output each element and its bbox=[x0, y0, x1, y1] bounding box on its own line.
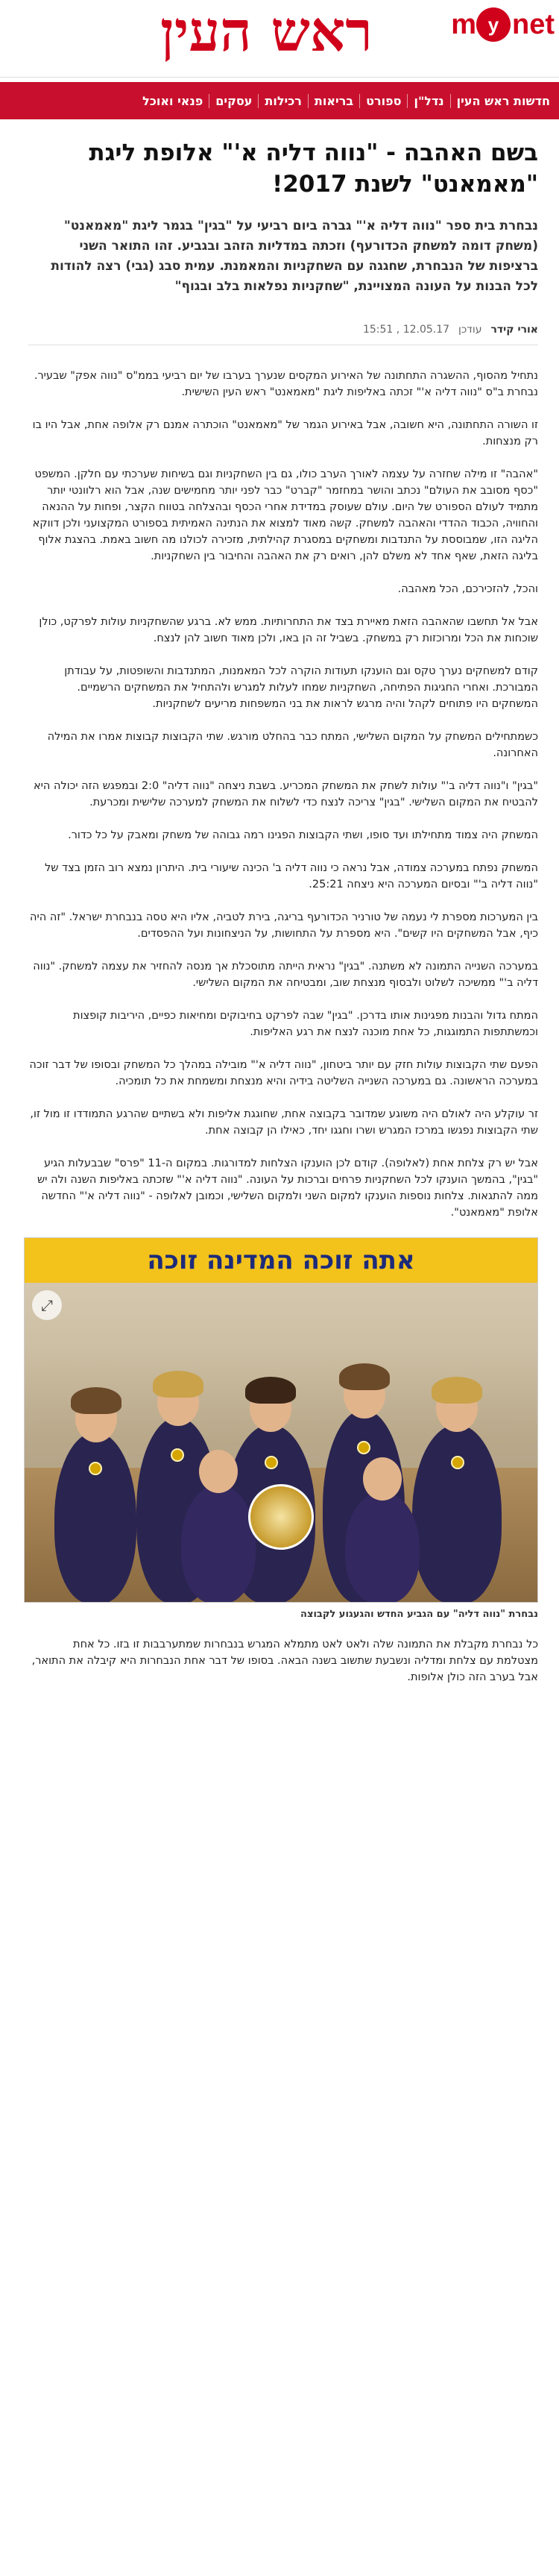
masthead bbox=[0, 0, 559, 78]
paragraph: כשמתחילים המשחק על המקום השלישי, המתח כבר בהחלט מורגש. שתי הקבוצות קבוצות אמרו את המילה האחרונה. bbox=[47, 731, 538, 759]
paragraph: "בגין" ו"נווה דליה ב'" עולות לשחק את המשחק המכריע. בשבת ניצחה "נווה דליה" 2:0 ובמפגש הזה יכולה היא להבטיח את המקום השלישי. "בגין" צריכה לנצח כדי לשלוח את המשחק למערכה שלישית ומכרעת. bbox=[33, 780, 538, 808]
article-body bbox=[28, 368, 538, 1221]
logo-badge: y bbox=[476, 7, 511, 42]
nav-item-leisure[interactable]: פנאי ואוכל bbox=[142, 93, 203, 108]
closing-paragraph: כל נבחרת מקבלת את התמונה שלה ולאט לאט מתמלא המגרש בנבחרות שמתערבבות זו בזו. כל אחת מצטלמת עם צלחת ומדליה ונשבעת שתשוב בשנה הבאה. בסופו של דבר אחת הנבחרות היא קיבלה את התואר, אבל בערב הזה כולן אלופות. bbox=[31, 1639, 538, 1683]
trophy-plate bbox=[248, 1484, 314, 1550]
ynet-logo[interactable] bbox=[449, 7, 555, 42]
paragraph: קודם למשחקים נערך טקס וגם הוענקו תעודות הוקרה לכל המאמנות, המתנדבות והשופטות, על עבודתן המבורכת. ואחרי החגיגות הפתיחה, השחקניות שמחו לעלות למגרש ולהתחיל את המשחקים הרשמיים. המשחקים היו פתוחים לקהל והיה מרגש לראות את בני המשפחות מריעים לשחקניות. bbox=[64, 665, 538, 710]
paragraph: המשחק היה צמוד מתחילתו ועד סופו, ושתי הקבוצות הפגינו רמה גבוהה של משחק ומאבק על כל כדור. bbox=[68, 829, 538, 841]
updated-label: עודכן bbox=[458, 324, 482, 336]
nav-item-news[interactable]: חדשות ראש העין bbox=[450, 94, 556, 108]
paragraph: במערכה השנייה התמונה לא משתנה. "בגין" נראית הייתה מתוסכלת אך מנסה להחזיר את עצמה למשחק. "נווה דליה ב'" ממשיכה לשלוט ולבסוף מנצחת שוב, ומבטיחה את המקום השלישי. bbox=[33, 961, 538, 989]
logo-prefix: m bbox=[451, 8, 476, 40]
photo-caption: נבחרת "נווה דליה" עם הגביע החדש והגעגוע לקבוצה bbox=[300, 1609, 538, 1620]
paragraph: "אהבה" זו מילה שחזרה על עצמה לאורך הערב כולו, גם בין השחקניות וגם בשיחות שערכתי עם חלקן. המשפט "כסף מסובב את העולם" נכתב והושר במחזמר "קברט" כבר לפני יותר מחמישים שנה, אבל הוא רלוונטי יותר מתמיד לעולם הספורט של היום. עולם שעוסק במדידת אחרי הכסף ובהצלחה בטווח הקצר, ופחות על ההנאה והחוויה, הכבוד ההדדי והאהבה למשחק. קשה מאוד למצוא את הנתינה האמיתית בספורט המקצועני ולכן דווקא הליגה הזו, שמבוססת על התנדבות ומשחקים במסגרת קהילתית, מזכירה לכולנו מה חשוב באמת. בהצגת אלוף בליגה הזאת, שאף אחד לא משלם להן, רואים רק את האהבה והחיבור בין השחקניות. bbox=[32, 468, 538, 562]
paragraph: נתחיל מהסוף, ההשגרה התחתונה של האירוע המקסים שנערך בערבו של יום רביעי בממ"ס "נווה אפק" שבעיר. נבחרת ב"ס "נווה דליה א'" זכתה באליפות ליגת "מאמאנט" ראש העין השישית. bbox=[34, 370, 538, 398]
publish-date: 12.05.17 , 15:51 bbox=[362, 324, 450, 336]
paragraph: אבל אל תחשבו שהאהבה הזאת מאיירת בצד את התחרותיות. ממש לא. ברגע שהשחקניות עולות לפרקט, כולן שוכחות את הכל ומרוכזות רק במשחק. בשביל זה הן באו, ולכן מאוד חשוב להן לנצח. bbox=[39, 616, 538, 644]
paragraph: זר עוקלע היה לאולם היה משוגע שמדובר בקבוצה אחת, שחוגגת אליפות ולא בשתיים שהרגע התמודדו זו מול זו, שתי הקבוצות נפגשו במרכז המגרש ושרו וחגגו יחד, כאילו הן קבוצה אחת. bbox=[30, 1108, 538, 1137]
paragraph: אבל יש רק צלחת אחת (לאלופה). קודם לכן הוענקו הצלחות למדורגות. במקום ה-11 "פרס" שבבעלות הגיע "בגין", בהמשך הוענקו לכל השחקניות פרחים וברכות על העונה. "נווה דליה א'" שזכתה באליפות השנה ולה יש ממה להתגאות. צלחות נוספות הוענקו למקום השני ולמקום השלישי, וכמובן לאלופה - "נווה דליה א'" החדשה אלופת "מאמאנט". bbox=[37, 1157, 538, 1219]
logo-text: net bbox=[512, 8, 555, 40]
byline bbox=[28, 324, 538, 345]
nav-item-health[interactable]: בריאות bbox=[308, 94, 359, 108]
team-photo[interactable] bbox=[24, 1237, 538, 1603]
paragraph: זו השורה התחתונה, היא חשובה, אבל באירוע הגמר של "מאמאנט" הוכתרה אמנם רק אלופה אחת, אבל היו בו רק מנצחות. bbox=[32, 419, 538, 447]
author-name[interactable]: אורי קידר bbox=[490, 324, 538, 336]
nav-item-business[interactable]: עסקים bbox=[209, 94, 258, 108]
article bbox=[0, 137, 559, 1686]
headline: בשם האהבה - "נווה דליה א'" אלופת ליגת "מאמאנט" לשנת 2017! bbox=[89, 139, 538, 198]
nav-item-realestate[interactable]: נדל"ן bbox=[407, 94, 449, 108]
paragraph: בין המערכות מספרת לי נעמה של טורניר הכדורעף בריגה, בירת לטביה, אליו היא טסה בנבחרת ישראל. "זה היה כיף, אבל המשחקים היו קשים". היא מספרת על התחושות, על הניצחונות ועל ההפסדים. bbox=[30, 911, 538, 940]
paragraph: המשחק נפתח במערכה צמודה, אבל נראה כי נווה דליה ב' הכינה שיעורי בית. היתרון נמצא רוב הזמן בצד של "נווה דליה ב'" ובסיום המערכה היא ניצחה 25:21. bbox=[45, 862, 538, 890]
photo-banner: אתה זוכה המדינה זוכה bbox=[25, 1238, 537, 1283]
nav-item-sport[interactable]: ספורט bbox=[359, 94, 407, 108]
nav-item-gossip[interactable]: רכילות bbox=[258, 94, 308, 108]
paragraph: הפעם שתי הקבוצות עולות חזק עם יותר ביטחון, "נווה דליה א'" מובילה במהלך כל המשחק ובסופו של דבר זוכה במערכה הראשונה. גם במערכה השנייה השליטה בידיה והיא מנצחת ומשמחת את כל תומכיה. bbox=[29, 1059, 538, 1087]
main-nav bbox=[0, 82, 559, 119]
article-subtitle: נבחרת בית ספר "נווה דליה א'" גברה ביום רביעי על "בגין" בגמר ליגת "מאמאנט" (משחק דומה למשחק הכדורעף) וזכתה במדליות הזהב ובגביע. זהו התואר השני ברציפות של הנבחרת, שחגגה עם השחקניות והמאמנת. עמית סבג (גבי) רצה להודות לכל הבנות על העונה המצויינת, "שחקניות נפלאות בלב ובגוף" bbox=[51, 219, 538, 294]
site-title[interactable]: ראש העין bbox=[160, 0, 373, 64]
paragraph: המתח גדול והבנות מפגינות אותו בדרכן. "בגין" שבה לפרקט בחיבוקים ומחיאות כפיים, היריבות קופצות וכמשתתפות התמוגגות, כל אחת מוכנה לנצח את רגע האליפות. bbox=[73, 1010, 538, 1038]
zoom-icon[interactable]: ⤢ bbox=[32, 1290, 62, 1320]
paragraph: והכל, להזכירכם, הכל מאהבה. bbox=[397, 583, 538, 595]
